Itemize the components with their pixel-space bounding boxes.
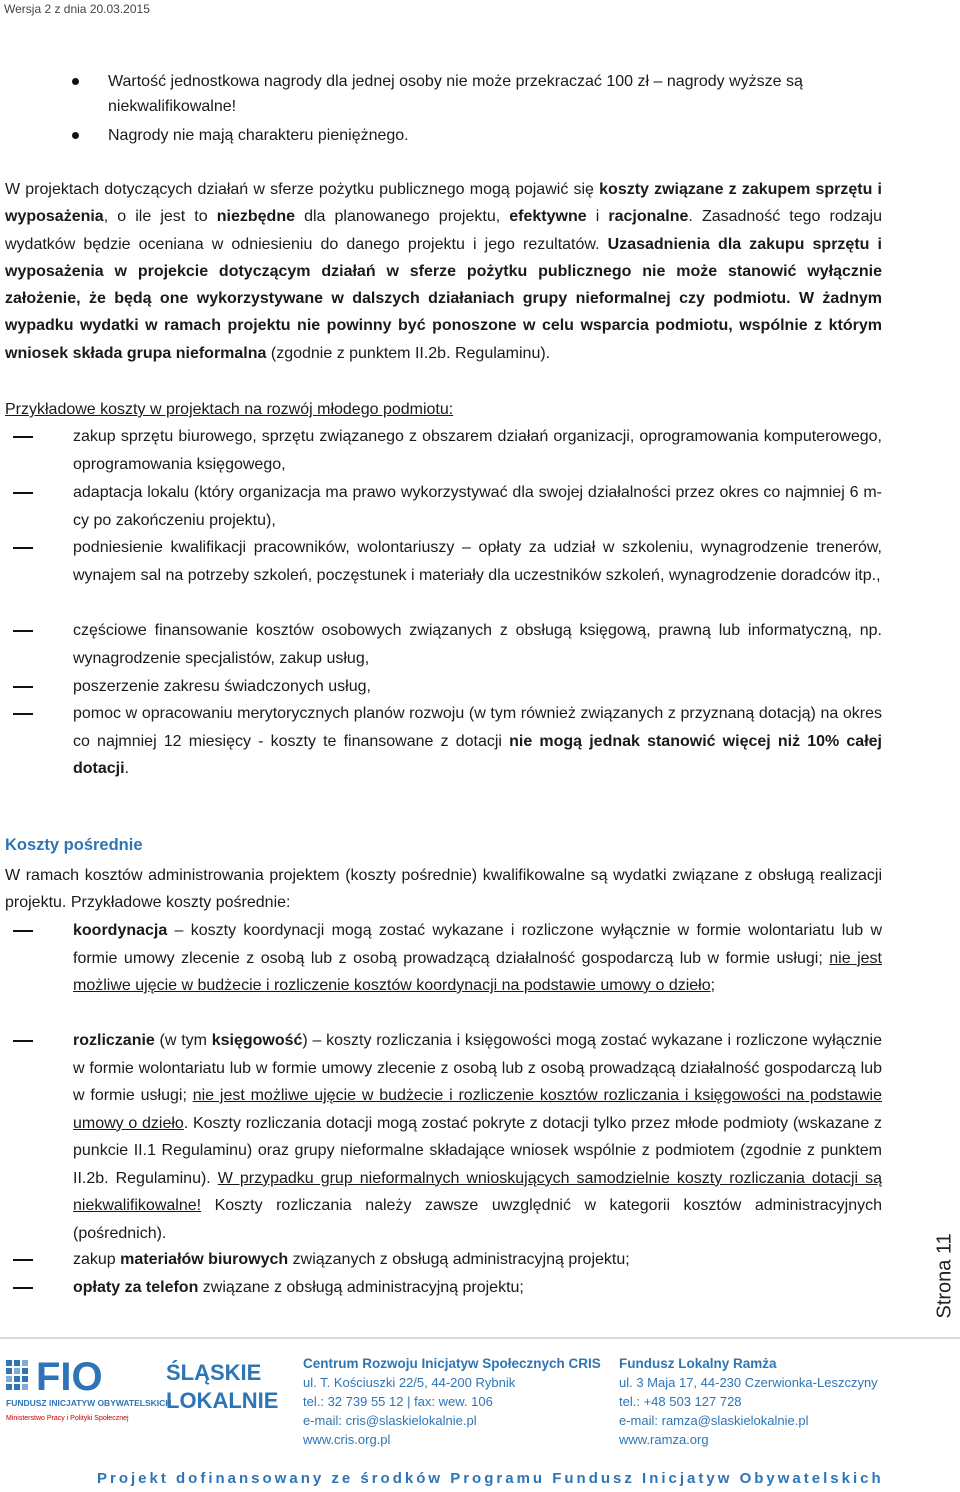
slaskie-lokalnie-graphic [162,1352,277,1418]
fio-logo-text: FIO [36,1355,103,1399]
contact-address: ul. 3 Maja 17, 44-230 Czerwionka-Leszczyny [619,1375,878,1390]
text: (zgodnie z punktem II.2b. Regulaminu). [266,344,551,362]
footer-divider [0,1337,960,1339]
text: i [586,208,609,226]
contact-phone: tel.: 32 739 55 12 | fax: wew. 106 [303,1394,493,1409]
dash-icon [13,930,33,932]
bold-text: efektywne [509,208,587,226]
list-item [73,534,882,589]
text: Koszty rozliczania należy zawsze uwzględnić w kategorii kosztów administracyjnych (pośrednich). [73,1197,882,1242]
text: (w tym [154,1032,212,1049]
underlined-text: nie jest możliwe ujęcie w budżecie i rozliczenie kosztów rozliczania i księgowości na podstawie umowy o dzieło [73,1087,882,1132]
list-item [73,423,882,478]
text: . Zasadność tego rodzaju wydatków będzie oceniana w odniesieniu do danego projektu i jego rezultatów. [5,208,882,253]
dash-icon [13,436,33,438]
slaskie-logo-line1: ŚLĄSKIE [166,1360,262,1385]
list-item [73,1246,882,1274]
contact-email[interactable]: e-mail: cris@slaskielokalnie.pl [303,1413,477,1428]
bold-text: opłaty za telefon [73,1279,199,1296]
dash-icon [13,1259,33,1261]
contact-website[interactable]: www.cris.org.pl [303,1432,391,1447]
contact-cris [303,1354,601,1449]
text: ) – koszty rozliczania i księgowości mogą zostać wykazane i rozliczone wyłącznie w formie wolontariatu lub w formie umowy zlecenie z osobą lub z osobą prowadzącą działalność gospodarczą lub w formie usługi; [73,1032,882,1104]
dash-icon [13,1287,33,1289]
text: . [124,760,130,777]
bullet-line: niekwalifikowalne! [108,98,237,115]
bold-text: koszty związane z zakupem sprzętu i wyposażenia [5,181,883,226]
bold-text: rozliczanie [73,1032,155,1049]
contact-email[interactable]: e-mail: ramza@slaskielokalnie.pl [619,1413,809,1428]
bold-text: materiałów biurowych [120,1251,289,1268]
bold-text: racjonalne [608,208,689,226]
text: związane z obsługą administracyjną projektu; [198,1279,524,1296]
contact-title: Centrum Rozwoju Inicjatyw Społecznych CRIS [303,1356,601,1371]
bullet-icon [72,78,79,85]
dash-icon [13,547,33,549]
text: zakup [73,1251,121,1268]
underlined-text: nie jest możliwe ujęcie w budżecie i rozliczenie kosztów koordynacji na podstawie umowy o dzieło [73,949,882,994]
project-funding-note: Projekt dofinansowany ze środków Programu Fundusz Inicjatyw Obywatelskich [97,1470,884,1487]
dash-icon [13,630,33,632]
text: . Koszty rozliczania dotacji mogą zostać pokryte z dotacji tylko przez młode podmioty (wskazane z punkcie II.1 Regulaminu) oraz grupy nieformalne składające wniosek wspólnie z podmiotem (zgodnie z punktem II.2b. Regulaminu). [73,1114,883,1187]
contact-title: Fundusz Lokalny Ramża [619,1356,777,1371]
list-item [73,617,882,672]
version-header: Wersja 2 z dnia 20.03.2015 [4,2,150,16]
page-number [930,1233,960,1322]
list-item [108,69,888,119]
dash-icon [13,713,33,715]
contact-website[interactable]: www.ramza.org [619,1432,709,1447]
text: , o ile jest to [103,208,217,226]
fio-logo-graphic [4,1354,172,1426]
bold-text: księgowość [211,1032,303,1049]
dash-icon [13,492,33,494]
text: poszerzenie zakresu świadczonych usług, [73,678,371,695]
slaskie-lokalnie-logo [162,1352,277,1418]
text: adaptacja lokalu (który organizacja ma prawo wykorzystywać dla swojej działalności przez okres co najmniej 6 m-cy po zakończeniu projektu), [73,484,882,529]
text: – koszty koordynacji mogą zostać wykazane i rozliczone wyłącznie w formie wolontariatu lub w formie umowy zlecenie z osobą lub z osobą prowadzącą działalność gospodarczą lub w formie usługi; [73,922,882,967]
contact-ramza [619,1354,878,1449]
contact-phone: tel.: +48 503 127 728 [619,1394,742,1409]
bullet-line: Nagrody nie mają charakteru pieniężnego. [108,127,409,144]
bullet-icon [72,132,79,139]
list-item [73,1274,882,1302]
list-item [73,917,882,1000]
list-item [73,1027,882,1247]
fio-logo-subtext: FUNDUSZ INICJATYW OBYWATELSKICH [6,1398,172,1408]
paragraph-equipment [5,176,882,367]
bullet-line: Wartość jednostkowa nagrody dla jednej osoby nie może przekraczać 100 zł – nagrody wyższe są [108,73,803,90]
contact-address: ul. T. Kościuszki 22/5, 44-200 Rybnik [303,1375,516,1390]
fio-logo [4,1354,172,1426]
text: związanych z obsługą administracyjną projektu; [288,1251,630,1268]
bold-text: niezbędne [216,208,295,226]
list-item [108,123,888,148]
dash-icon [13,1040,33,1042]
examples-title [5,396,882,423]
text: zakup sprzętu biurowego, sprzętu związanego z obszarem działań organizacji, oprogramowania komputerowego, oprogramowania księgowego, [73,428,882,473]
text: pomoc w opracowaniu merytorycznych planów rozwoju (w tym również związanych z przyznaną dotacją) na okres co najmniej 12 miesięcy - koszty te finansowane z dotacji [73,705,882,750]
text: podniesienie kwalifikacji pracowników, wolontariuszy – opłaty za udział w szkoleniu, wynagrodzenie trenerów, wynajem sal na potrzeby szkoleń, poczęstunek i materiały dla uczestników szkoleń, wynagrodzenie doradców itp., [73,539,882,584]
bold-text: Uzasadnienia dla zakupu sprzętu i wyposażenia w projekcie dotyczącym działań w sferze pożytku publicznego nie może stanowić wyłącznie założenie, że będą one wykorzystywane w dalszych działaniach grupy nieformalnej czy podmiotu. W żadnym wypadku wydatki w ramach projektu nie powinny być ponoszone w celu wsparcia podmiotu, wspólnie z którym wniosek składa grupa nieformalna [5,235,882,362]
dash-icon [13,686,33,688]
list-item [73,673,882,701]
underlined-text: W przypadku grup nieformalnych wnioskujących samodzielnie koszty rozliczania dotacji są niekwalifikowalne! [73,1169,883,1214]
text: częściowe finansowanie kosztów osobowych związanych z obsługą księgową, prawną lub informatyczną, np. wynagrodzenie specjalistów, zakup usług, [73,622,882,667]
paragraph-indirect-intro: W ramach kosztów administrowania projektem (koszty pośrednie) kwalifikowalne są wydatki związane z obsługą realizacji projektu. Przykładowe koszty pośrednie: [5,867,882,912]
list-item [73,700,882,783]
list-item [73,479,882,534]
text: ; [710,977,716,994]
slaskie-logo-line2: LOKALNIE [166,1388,279,1413]
text: dla planowanego projektu, [294,208,510,226]
underlined-text: Przykładowe koszty w projektach na rozwój młodego podmiotu: [5,401,454,418]
page-number-text: Strona 11 [933,1233,956,1319]
bold-text: nie mogą jednak stanowić więcej niż 10% całej dotacji [73,732,882,777]
bold-text: koordynacja [73,922,168,939]
text: W projektach dotyczących działań w sferze pożytku publicznego mogą pojawić się [5,181,600,198]
section-heading: Koszty pośrednie [5,836,143,854]
fio-logo-ministry: Ministerstwo Pracy i Polityki Społecznej [6,1415,129,1422]
